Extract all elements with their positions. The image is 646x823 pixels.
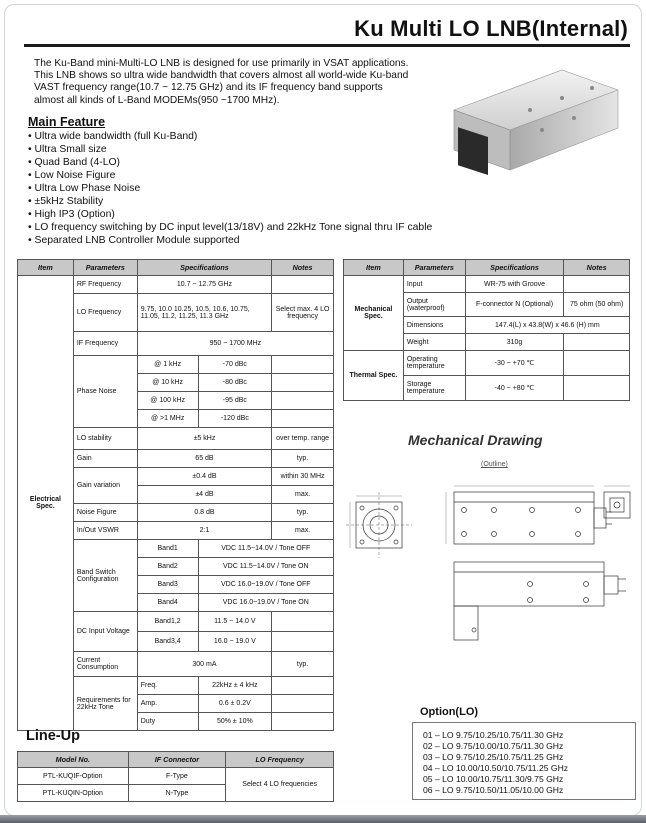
option-item: 02 – LO 9.75/10.00/10.75/11.30 GHz [423, 741, 564, 751]
param-cell: Weight [403, 334, 465, 351]
param-cell: Requirements for 22kHz Tone [73, 677, 137, 731]
note-cell: max. [272, 486, 334, 504]
value-cell: -95 dBc [198, 392, 272, 410]
spec-cell: 300 mA [137, 652, 271, 677]
option-item: 03 – LO 9.75/10.25/10.75/11.25 GHz [423, 752, 564, 762]
main-feature-heading: Main Feature [28, 115, 106, 129]
note-cell [272, 356, 334, 374]
mechanical-spec-label: Mechanical Spec. [344, 276, 404, 351]
band-cell: Band4 [137, 594, 198, 612]
param-cell: Phase Noise [73, 356, 137, 428]
value-cell: VDC 11.5~14.0V / Tone ON [198, 558, 333, 576]
value-cell: VDC 11.5~14.0V / Tone OFF [198, 540, 333, 558]
band-cell: Band1,2 [137, 612, 198, 632]
feature-item: • Quad Band (4-LO) [28, 156, 432, 169]
spec-cell: -40 ~ +80 ℃ [465, 376, 564, 401]
offset-cell: @ 1 kHz [137, 356, 198, 374]
band-cell: Band2 [137, 558, 198, 576]
spec-cell: 310g [465, 334, 564, 351]
offset-cell: @ 100 kHz [137, 392, 198, 410]
param-cell: Gain [73, 450, 137, 468]
header-notes: Notes [564, 260, 630, 276]
value-cell: -120 dBc [198, 410, 272, 428]
param-cell: Gain variation [73, 468, 137, 504]
note-cell [564, 276, 630, 293]
value-cell: VDC 16.0~19.0V / Tone ON [198, 594, 333, 612]
param-cell: IF Frequency [73, 332, 137, 356]
note-cell [272, 695, 334, 713]
param-cell: Output (waterproof) [403, 293, 465, 317]
title-divider [24, 44, 630, 47]
option-item: 05 – LO 10.00/10.75/11.30/9.75 GHz [423, 774, 564, 784]
feature-item: • Low Noise Figure [28, 169, 432, 182]
spec-cell: ±0.4 dB [137, 468, 271, 486]
option-item: 06 – LO 9.75/10.50/11.05/10.00 GHz [423, 785, 564, 795]
note-cell [272, 374, 334, 392]
spec-cell: 10.7 ~ 12.75 GHz [137, 276, 271, 294]
electrical-spec-table [17, 259, 334, 731]
note-cell: typ. [272, 652, 334, 677]
header-notes: Notes [272, 260, 334, 276]
spec-cell: WR-75 with Groove [465, 276, 564, 293]
param-cell: Input [403, 276, 465, 293]
mechanical-outline-drawing [342, 478, 640, 646]
note-cell [564, 351, 630, 376]
value-cell: -70 dBc [198, 356, 272, 374]
header-if-connector: IF Connector [128, 752, 226, 768]
param-cell: LO Frequency [73, 294, 137, 332]
connector-cell: N-Type [128, 785, 226, 802]
table-row [344, 351, 630, 376]
param-cell: Band Switch Configuration [73, 540, 137, 612]
spec-cell: 950 ~ 1700 MHz [137, 332, 333, 356]
param-cell: Operating temperature [403, 351, 465, 376]
page-title: Ku Multi LO LNB(Internal) [354, 16, 628, 41]
value-cell: VDC 16.0~19.0V / Tone OFF [198, 576, 333, 594]
offset-cell: @ >1 MHz [137, 410, 198, 428]
note-cell [272, 677, 334, 695]
note-cell: typ. [272, 450, 334, 468]
note-cell [272, 276, 334, 294]
value-cell: 16.0 ~ 19.0 V [198, 632, 272, 652]
table-header-row [18, 260, 334, 276]
band-cell: Band3 [137, 576, 198, 594]
product-photo [442, 66, 622, 182]
spec-cell: 147.4(L) x 43.8(W) x 46.6 (H) mm [465, 317, 629, 334]
spec-cell: 2:1 [137, 522, 271, 540]
feature-item: • Ultra Small size [28, 143, 432, 156]
feature-item: • LO frequency switching by DC input level(13/18V) and 22kHz Tone signal thru IF cable [28, 221, 432, 234]
value-cell: -80 dBc [198, 374, 272, 392]
main-feature-list [28, 130, 432, 247]
param-cell: Current Consumption [73, 652, 137, 677]
header-item: Item [344, 260, 404, 276]
option-item: 01 – LO 9.75/10.25/10.75/11.30 GHz [423, 730, 564, 740]
param-cell: Storage temperature [403, 376, 465, 401]
table-header-row [18, 752, 334, 768]
spec-cell: 0.8 dB [137, 504, 271, 522]
lineup-table [17, 751, 334, 802]
header-lo-frequency: LO Frequency [226, 752, 334, 768]
header-model-no: Model No. [18, 752, 129, 768]
value-cell: 0.6 ± 0.2V [198, 695, 272, 713]
note-cell [272, 713, 334, 731]
band-cell: Band3,4 [137, 632, 198, 652]
note-cell [272, 612, 334, 632]
param-cell: RF Frequency [73, 276, 137, 294]
spec-cell: ±4 dB [137, 486, 271, 504]
feature-item: • Ultra Low Phase Noise [28, 182, 432, 195]
option-lo-list [412, 722, 636, 800]
electrical-spec-label: Electrical Spec. [18, 276, 74, 731]
header-item: Item [18, 260, 74, 276]
option-lo-heading: Option(LO) [420, 706, 479, 718]
feature-item: • High IP3 (Option) [28, 208, 432, 221]
intro-paragraph: The Ku-Band mini-Multi-LO LNB is designed for use primarily in VSAT applications. This LNB shows so ultra wide bandwidth that covers almost all world-wide Ku-band VAST frequency range(10.7 ~ 12.75 GHz) and its IF frequency band supports almost all kinds of L-Band MODEMs(950 ~1700 MHz). [34, 58, 409, 106]
spec-cell: 65 dB [137, 450, 271, 468]
option-item: 04 – LO 10.00/10.50/10.75/11.25 GHz [423, 763, 569, 773]
note-cell: over temp. range [272, 428, 334, 450]
note-cell: max. [272, 522, 334, 540]
tone-label-cell: Freq. [137, 677, 198, 695]
note-cell [564, 376, 630, 401]
note-cell [272, 632, 334, 652]
note-cell: typ. [272, 504, 334, 522]
note-cell: within 30 MHz [272, 468, 334, 486]
lineup-heading: Line-Up [26, 728, 80, 744]
band-cell: Band1 [137, 540, 198, 558]
header-specifications: Specifications [137, 260, 271, 276]
table-row [18, 768, 334, 785]
outline-label: (Outline) [481, 461, 508, 468]
connector-cell: F-Type [128, 768, 226, 785]
spec-cell: -30 ~ +70 ℃ [465, 351, 564, 376]
table-row [344, 276, 630, 293]
mechanical-spec-table [343, 259, 630, 401]
note-cell: 75 ohm (50 ohm) [564, 293, 630, 317]
table-row [18, 276, 334, 294]
header-parameters: Parameters [403, 260, 465, 276]
lo-cell: Select 4 LO frequencies [226, 768, 334, 802]
header-parameters: Parameters [73, 260, 137, 276]
header-specifications: Specifications [465, 260, 564, 276]
spec-cell: F-connector N (Optional) [465, 293, 564, 317]
model-cell: PTL-KUQIN-Option [18, 785, 129, 802]
spec-cell: ±5 kHz [137, 428, 271, 450]
value-cell: 50% ± 10% [198, 713, 272, 731]
spec-cell: 9.75, 10.0 10.25, 10.5, 10.6, 10.75, 11.05, 11.2, 11.25, 11.3 GHz [137, 294, 271, 332]
value-cell: 22kHz ± 4 kHz [198, 677, 272, 695]
tone-label-cell: Duty [137, 713, 198, 731]
note-cell [272, 410, 334, 428]
table-header-row [344, 260, 630, 276]
mechanical-drawing-heading: Mechanical Drawing [408, 432, 543, 448]
note-cell [564, 334, 630, 351]
value-cell: 11.5 ~ 14.0 V [198, 612, 272, 632]
offset-cell: @ 10 kHz [137, 374, 198, 392]
param-cell: Dimensions [403, 317, 465, 334]
param-cell: DC Input Voltage [73, 612, 137, 652]
note-cell [272, 392, 334, 410]
param-cell: LO stability [73, 428, 137, 450]
thermal-spec-label: Thermal Spec. [344, 351, 404, 401]
footer-bar [0, 815, 646, 823]
feature-item: • Ultra wide bandwidth (full Ku-Band) [28, 130, 432, 143]
param-cell: Noise Figure [73, 504, 137, 522]
model-cell: PTL-KUQIF-Option [18, 768, 129, 785]
note-cell: Select max. 4 LO frequency [272, 294, 334, 332]
feature-item: • ±5kHz Stability [28, 195, 432, 208]
tone-label-cell: Amp. [137, 695, 198, 713]
feature-item: • Separated LNB Controller Module supported [28, 234, 432, 247]
param-cell: In/Out VSWR [73, 522, 137, 540]
